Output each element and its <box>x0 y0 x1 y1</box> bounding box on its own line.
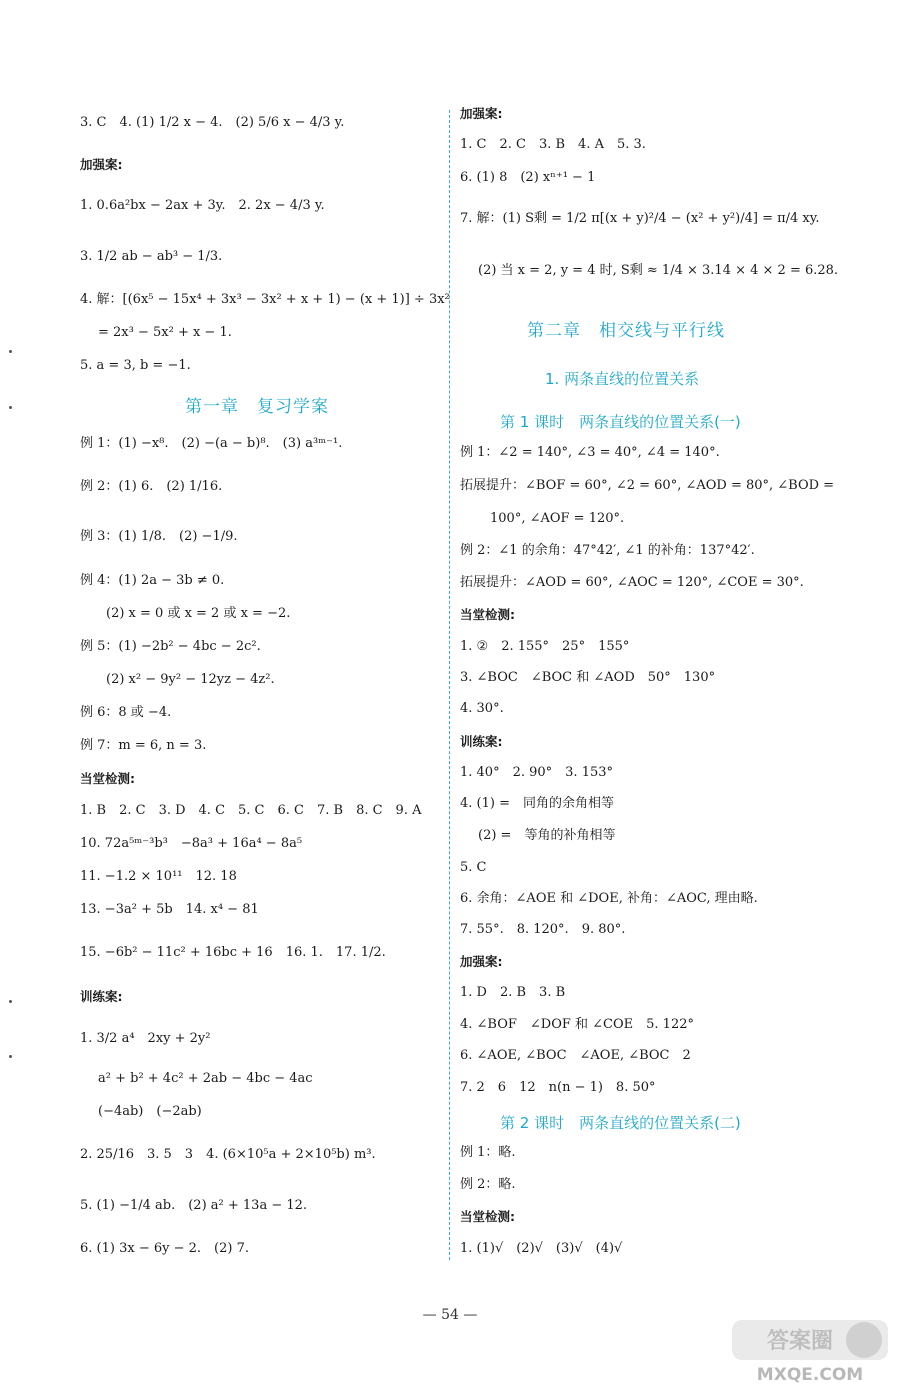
answer-line: 10. 72a⁵ᵐ⁻³b³ −8a³ + 16a⁴ − 8a⁵ <box>80 836 303 851</box>
answer-line: 4. 解：[(6x⁵ − 15x⁴ + 3x³ − 3x² + x + 1) − (x + 1)] ÷ 3x² <box>80 292 450 307</box>
answer-line: 1. 40° 2. 90° 3. 153° <box>460 765 614 780</box>
answer-line: 6. 余角：∠AOE 和 ∠DOE, 补角：∠AOC, 理由略. <box>460 891 758 906</box>
example-line: 例 2：略. <box>460 1177 516 1192</box>
answer-line: 1. D 2. B 3. B <box>460 985 566 1000</box>
answer-line: 3. C 4. (1) 1/2 x − 4. (2) 5/6 x − 4/3 y. <box>80 115 345 130</box>
example-line: 例 7：m = 6, n = 3. <box>80 738 207 753</box>
section-label: 加强案: <box>80 157 123 172</box>
answer-line: 15. −6b² − 11c² + 16bc + 16 16. 1. 17. 1/2. <box>80 945 386 960</box>
answer-line: 1. C 2. C 3. B 4. A 5. 3. <box>460 137 646 152</box>
answer-line: 5. C <box>460 860 487 875</box>
chapter-title: 第一章 复习学案 <box>185 397 329 417</box>
answer-line: (2) = 等角的补角相等 <box>478 828 616 843</box>
example-line: 例 4：(1) 2a − 3b ≠ 0. <box>80 573 225 588</box>
column-divider <box>449 110 450 1260</box>
example-line: 拓展提升：∠BOF = 60°, ∠2 = 60°, ∠AOD = 80°, ∠BOD = <box>460 478 835 493</box>
answer-line: (−4ab) (−2ab) <box>98 1104 202 1119</box>
section-title: 1. 两条直线的位置关系 <box>545 370 700 388</box>
section-label: 训练案: <box>80 989 123 1004</box>
answer-line: 6. (1) 3x − 6y − 2. (2) 7. <box>80 1241 249 1256</box>
scan-dot <box>9 350 12 353</box>
example-line: 100°, ∠AOF = 120°. <box>490 511 625 526</box>
answer-line: 3. ∠BOC ∠BOC 和 ∠AOD 50° 130° <box>460 670 716 685</box>
example-line: (2) x² − 9y² − 12yz − 4z². <box>106 672 275 687</box>
example-line: 例 2：∠1 的余角：47°42′, ∠1 的补角：137°42′. <box>460 543 755 558</box>
answer-line: 11. −1.2 × 10¹¹ 12. 18 <box>80 869 237 884</box>
section-label: 当堂检测: <box>80 771 135 786</box>
answer-line: 5. (1) −1/4 ab. (2) a² + 13a − 12. <box>80 1198 308 1213</box>
scan-dot <box>9 1055 12 1058</box>
answer-line: 3. 1/2 ab − ab³ − 1/3. <box>80 249 223 264</box>
example-line: 例 5：(1) −2b² − 4bc − 2c². <box>80 639 261 654</box>
section-label: 当堂检测: <box>460 1209 515 1224</box>
page-number: — 54 — <box>422 1307 478 1323</box>
example-line: (2) x = 0 或 x = 2 或 x = −2. <box>106 606 291 621</box>
answer-line: = 2x³ − 5x² + x − 1. <box>98 325 232 340</box>
section-label: 加强案: <box>460 954 503 969</box>
example-line: 例 1：(1) −x⁸. (2) −(a − b)⁸. (3) a³ᵐ⁻¹. <box>80 436 343 451</box>
answer-line: 2. 25/16 3. 5 3 4. (6×10⁵a + 2×10⁵b) m³. <box>80 1147 376 1162</box>
svg-text:答案圈: 答案圈 <box>766 1329 834 1354</box>
chapter-title: 第二章 相交线与平行线 <box>527 321 725 341</box>
section-label: 训练案: <box>460 734 503 749</box>
answer-line: a² + b² + 4c² + 2ab − 4bc − 4ac <box>98 1071 313 1086</box>
answer-line: 13. −3a² + 5b 14. x⁴ − 81 <box>80 902 259 917</box>
answer-line: 1. B 2. C 3. D 4. C 5. C 6. C 7. B 8. C 9. A <box>80 803 422 818</box>
answer-line: 6. (1) 8 (2) xⁿ⁺¹ − 1 <box>460 170 596 185</box>
example-line: 例 6：8 或 −4. <box>80 705 172 720</box>
answer-line: 5. a = 3, b = −1. <box>80 358 191 373</box>
answer-line: 4. ∠BOF ∠DOF 和 ∠COE 5. 122° <box>460 1017 694 1032</box>
answer-line: 6. ∠AOE, ∠BOC ∠AOE, ∠BOC 2 <box>460 1048 691 1063</box>
answer-line: 1. ② 2. 155° 25° 155° <box>460 639 630 654</box>
answer-line: 4. 30°. <box>460 701 504 716</box>
answer-line: (2) 当 x = 2, y = 4 时, S剩 ≈ 1/4 × 3.14 × 4 × 2 = 6.28. <box>478 263 839 278</box>
lesson-title: 第 1 课时 两条直线的位置关系(一) <box>500 413 741 431</box>
answer-line: 1. (1)√ (2)√ (3)√ (4)√ <box>460 1241 623 1256</box>
answer-line: 7. 2 6 12 n(n − 1) 8. 50° <box>460 1080 656 1095</box>
section-label: 当堂检测: <box>460 607 515 622</box>
example-line: 拓展提升：∠AOD = 60°, ∠AOC = 120°, ∠COE = 30°. <box>460 575 804 590</box>
section-label: 加强案: <box>460 106 503 121</box>
scan-dot <box>9 406 12 409</box>
example-line: 例 1：略. <box>460 1145 516 1160</box>
scan-dot <box>9 1000 12 1003</box>
answer-line: 1. 0.6a²bx − 2ax + 3y. 2. 2x − 4/3 y. <box>80 198 325 213</box>
answer-line: 1. 3/2 a⁴ 2xy + 2y² <box>80 1031 211 1046</box>
example-line: 例 1：∠2 = 140°, ∠3 = 40°, ∠4 = 140°. <box>460 445 720 460</box>
example-line: 例 2：(1) 6. (2) 1/16. <box>80 479 223 494</box>
answer-line: 7. 解：(1) S剩 = 1/2 π[(x + y)²/4 − (x² + y²)/4] = π/4 xy. <box>460 211 820 226</box>
answer-line: 4. (1) = 同角的余角相等 <box>460 796 614 811</box>
watermark-text: MXQE.COM <box>756 1365 864 1384</box>
lesson-title: 第 2 课时 两条直线的位置关系(二) <box>500 1114 741 1132</box>
watermark-logo <box>730 1318 890 1384</box>
example-line: 例 3：(1) 1/8. (2) −1/9. <box>80 529 238 544</box>
answer-line: 7. 55°. 8. 120°. 9. 80°. <box>460 922 626 937</box>
